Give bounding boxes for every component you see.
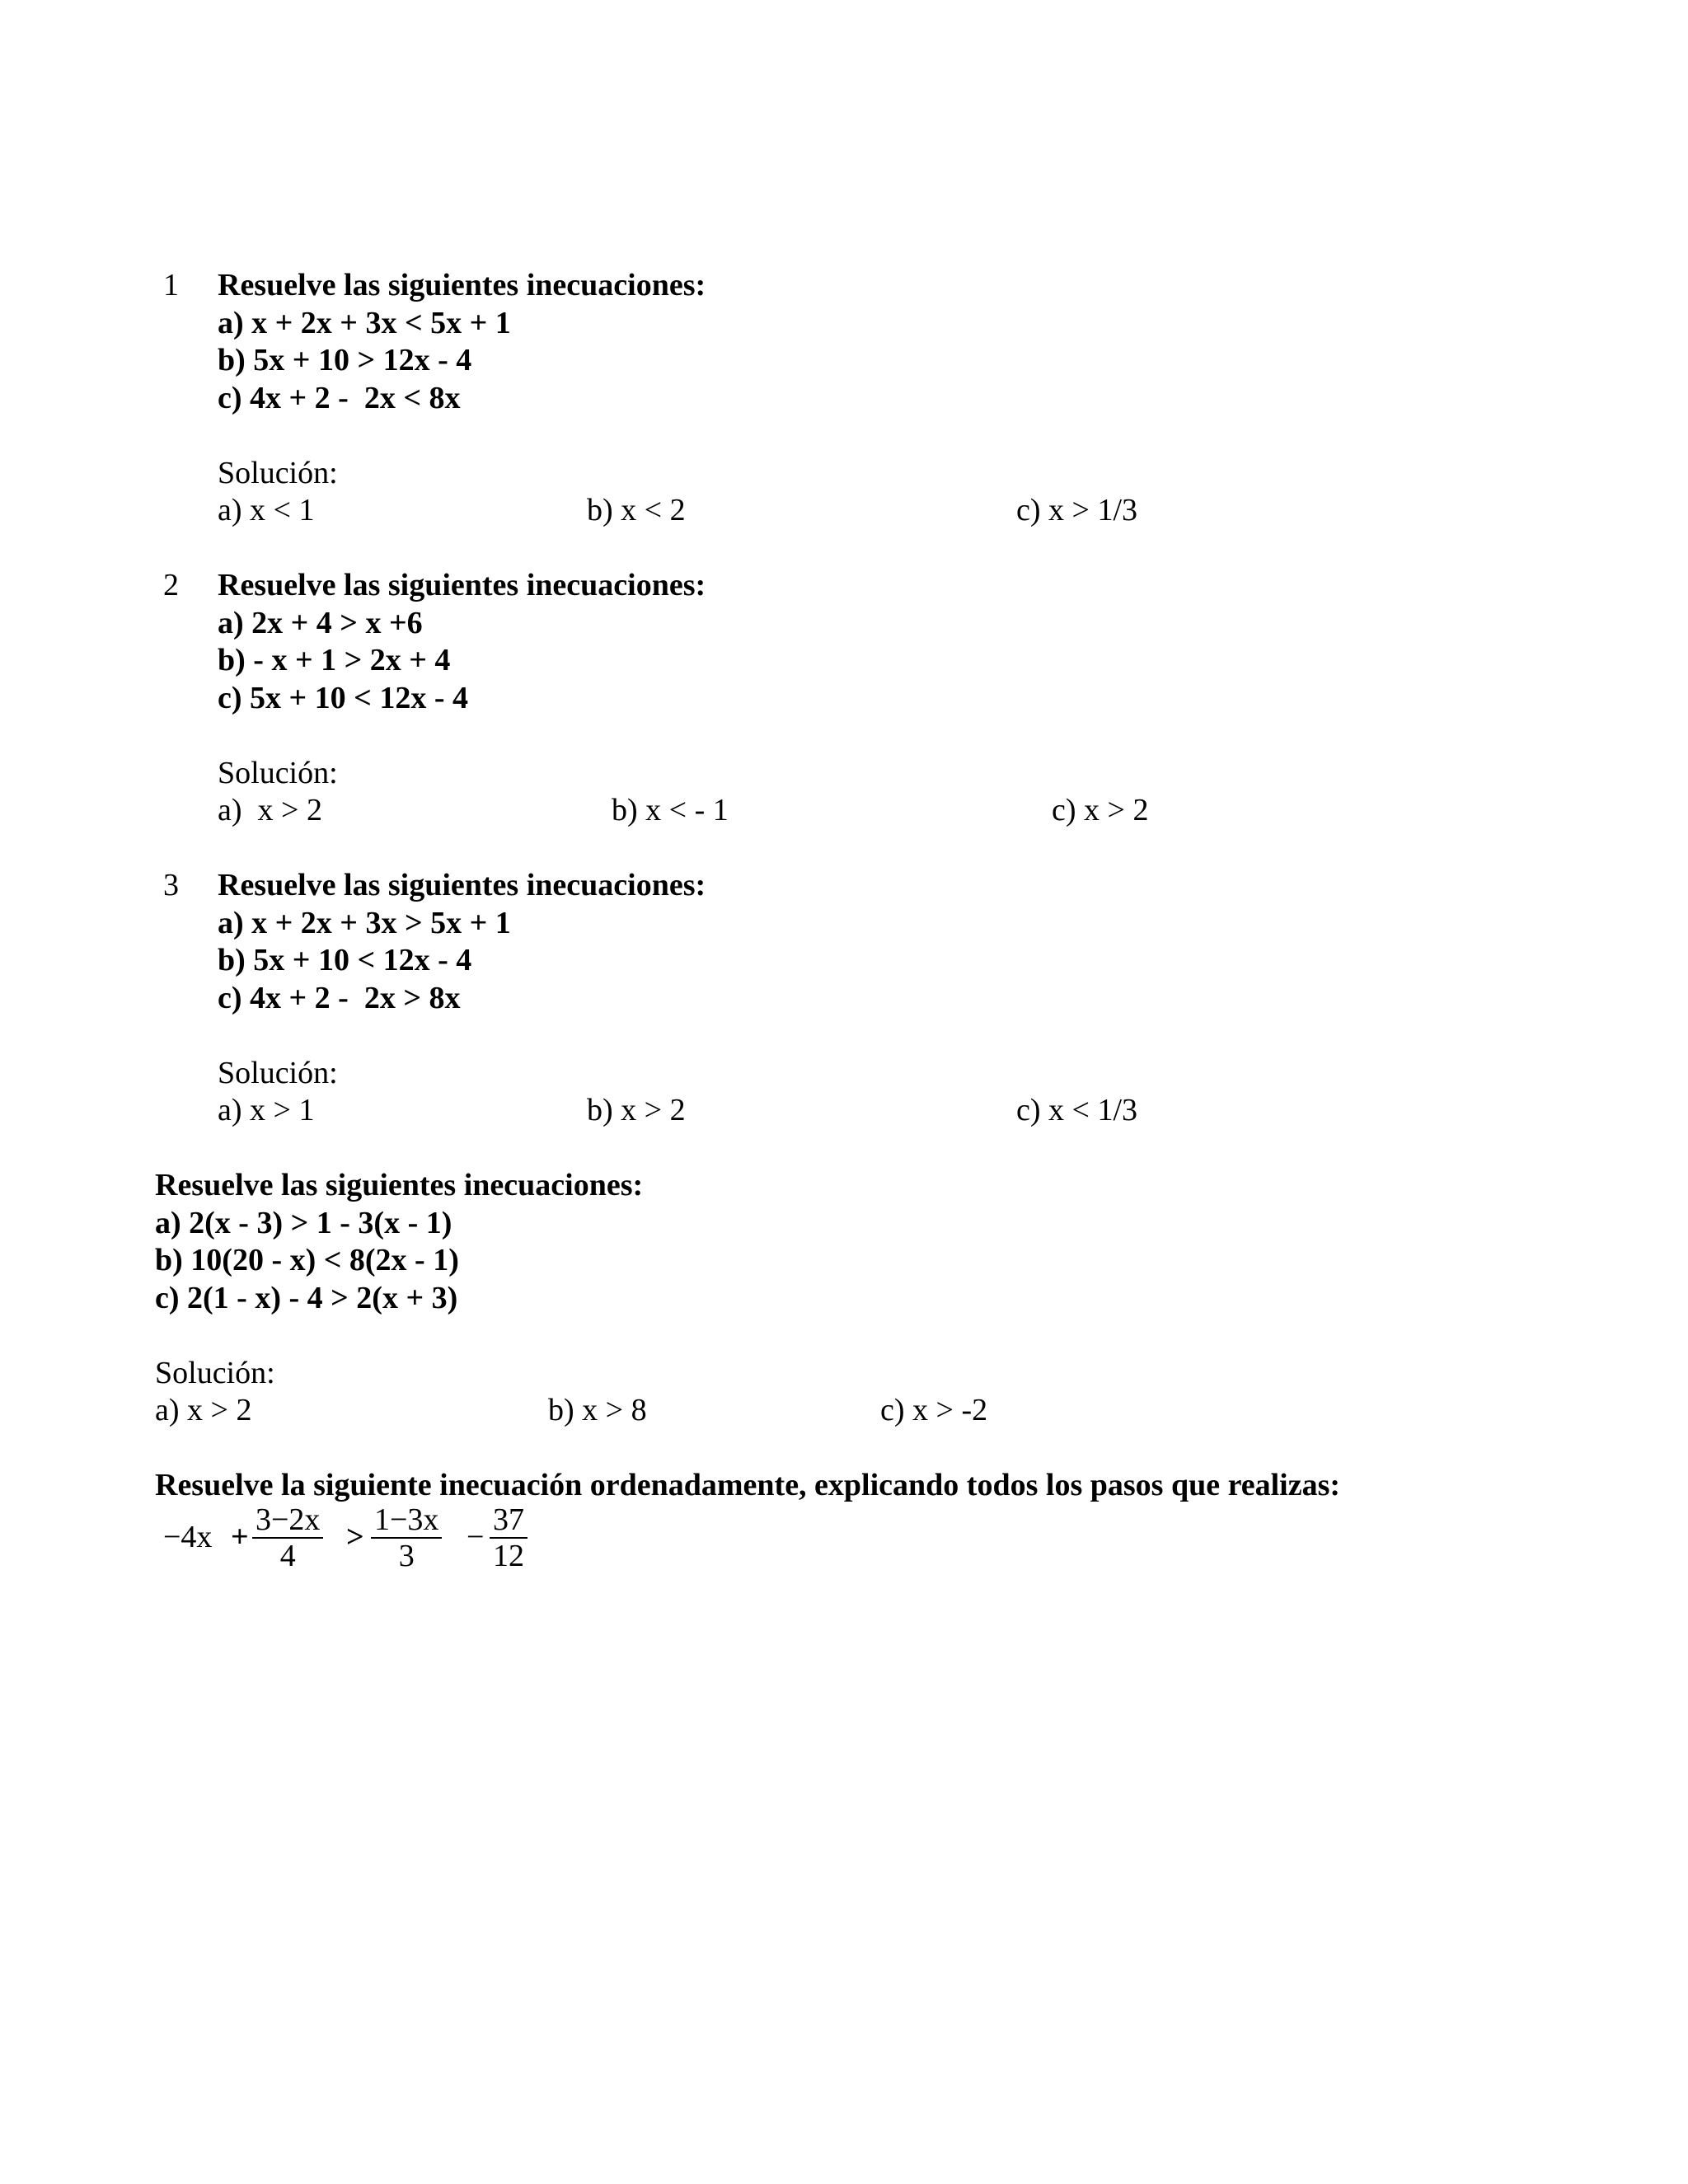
exercise-item: a) x + 2x + 3x < 5x + 1 [218,306,511,340]
exercise-item: c) 2(1 - x) - 4 > 2(x + 3) [155,1281,458,1315]
exercise-number: 3 [163,868,179,902]
exercise-item: b) 5x + 10 > 12x - 4 [218,343,472,377]
solution-c: c) x < 1/3 [1016,1093,1138,1127]
fraction-2-denominator: 3 [398,1539,415,1573]
exercise-title: Resuelve las siguientes inecuaciones: [218,268,706,302]
exercise-item: c) 4x + 2 - 2x < 8x [218,381,461,415]
fraction-2 [371,1504,442,1572]
solution-label: Solución: [218,1056,338,1090]
formula-term-lead: −4x [163,1520,213,1554]
fraction-3-denominator: 12 [493,1539,524,1573]
formula-plus-sign: + [231,1520,249,1554]
solution-c: c) x > 2 [1052,793,1149,827]
solution-b: b) x > 8 [548,1393,647,1427]
exercise-item: a) 2x + 4 > x +6 [218,606,423,640]
exercise-title: Resuelve las siguientes inecuaciones: [155,1168,644,1202]
fraction-1 [252,1504,323,1572]
fraction-1-denominator: 4 [279,1539,296,1573]
exercise-item: c) 5x + 10 < 12x - 4 [218,681,468,715]
formula-greater-than: > [346,1520,364,1554]
solution-label: Solución: [218,456,338,490]
fraction-2-numerator: 1−3x [374,1502,439,1537]
exercise-title: Resuelve las siguientes inecuaciones: [218,868,706,902]
solution-label: Solución: [155,1356,275,1390]
solution-b: b) x < - 1 [612,793,729,827]
exercise-item: b) 10(20 - x) < 8(2x - 1) [155,1243,459,1277]
exercise-title: Resuelve las siguientes inecuaciones: [218,568,706,602]
solution-a: a) x > 1 [218,1093,315,1127]
solution-b: b) x < 2 [587,493,686,527]
exercise-item: b) 5x + 10 < 12x - 4 [218,943,472,977]
exercise-item: a) 2(x - 3) > 1 - 3(x - 1) [155,1206,452,1240]
solution-b: b) x > 2 [587,1093,686,1127]
solution-a: a) x > 2 [155,1393,252,1427]
solution-a: a) x < 1 [218,493,315,527]
fraction-3-numerator: 37 [493,1502,524,1537]
solution-c: c) x > 1/3 [1016,493,1138,527]
final-exercise-title: Resuelve la siguiente inecuación ordenadamente, explicando todos los pasos que realizas: [155,1468,1341,1502]
fraction-3 [490,1504,528,1572]
fraction-1-numerator: 3−2x [256,1502,321,1537]
solution-label: Solución: [218,756,338,790]
solution-a: a) x > 2 [218,793,322,827]
exercise-item: c) 4x + 2 - 2x > 8x [218,981,461,1015]
exercise-number: 2 [163,568,179,602]
exercise-number: 1 [163,268,179,302]
solution-c: c) x > -2 [880,1393,988,1427]
exercise-item: b) - x + 1 > 2x + 4 [218,643,451,677]
exercise-item: a) x + 2x + 3x > 5x + 1 [218,906,511,940]
formula-minus-sign: − [467,1520,485,1554]
